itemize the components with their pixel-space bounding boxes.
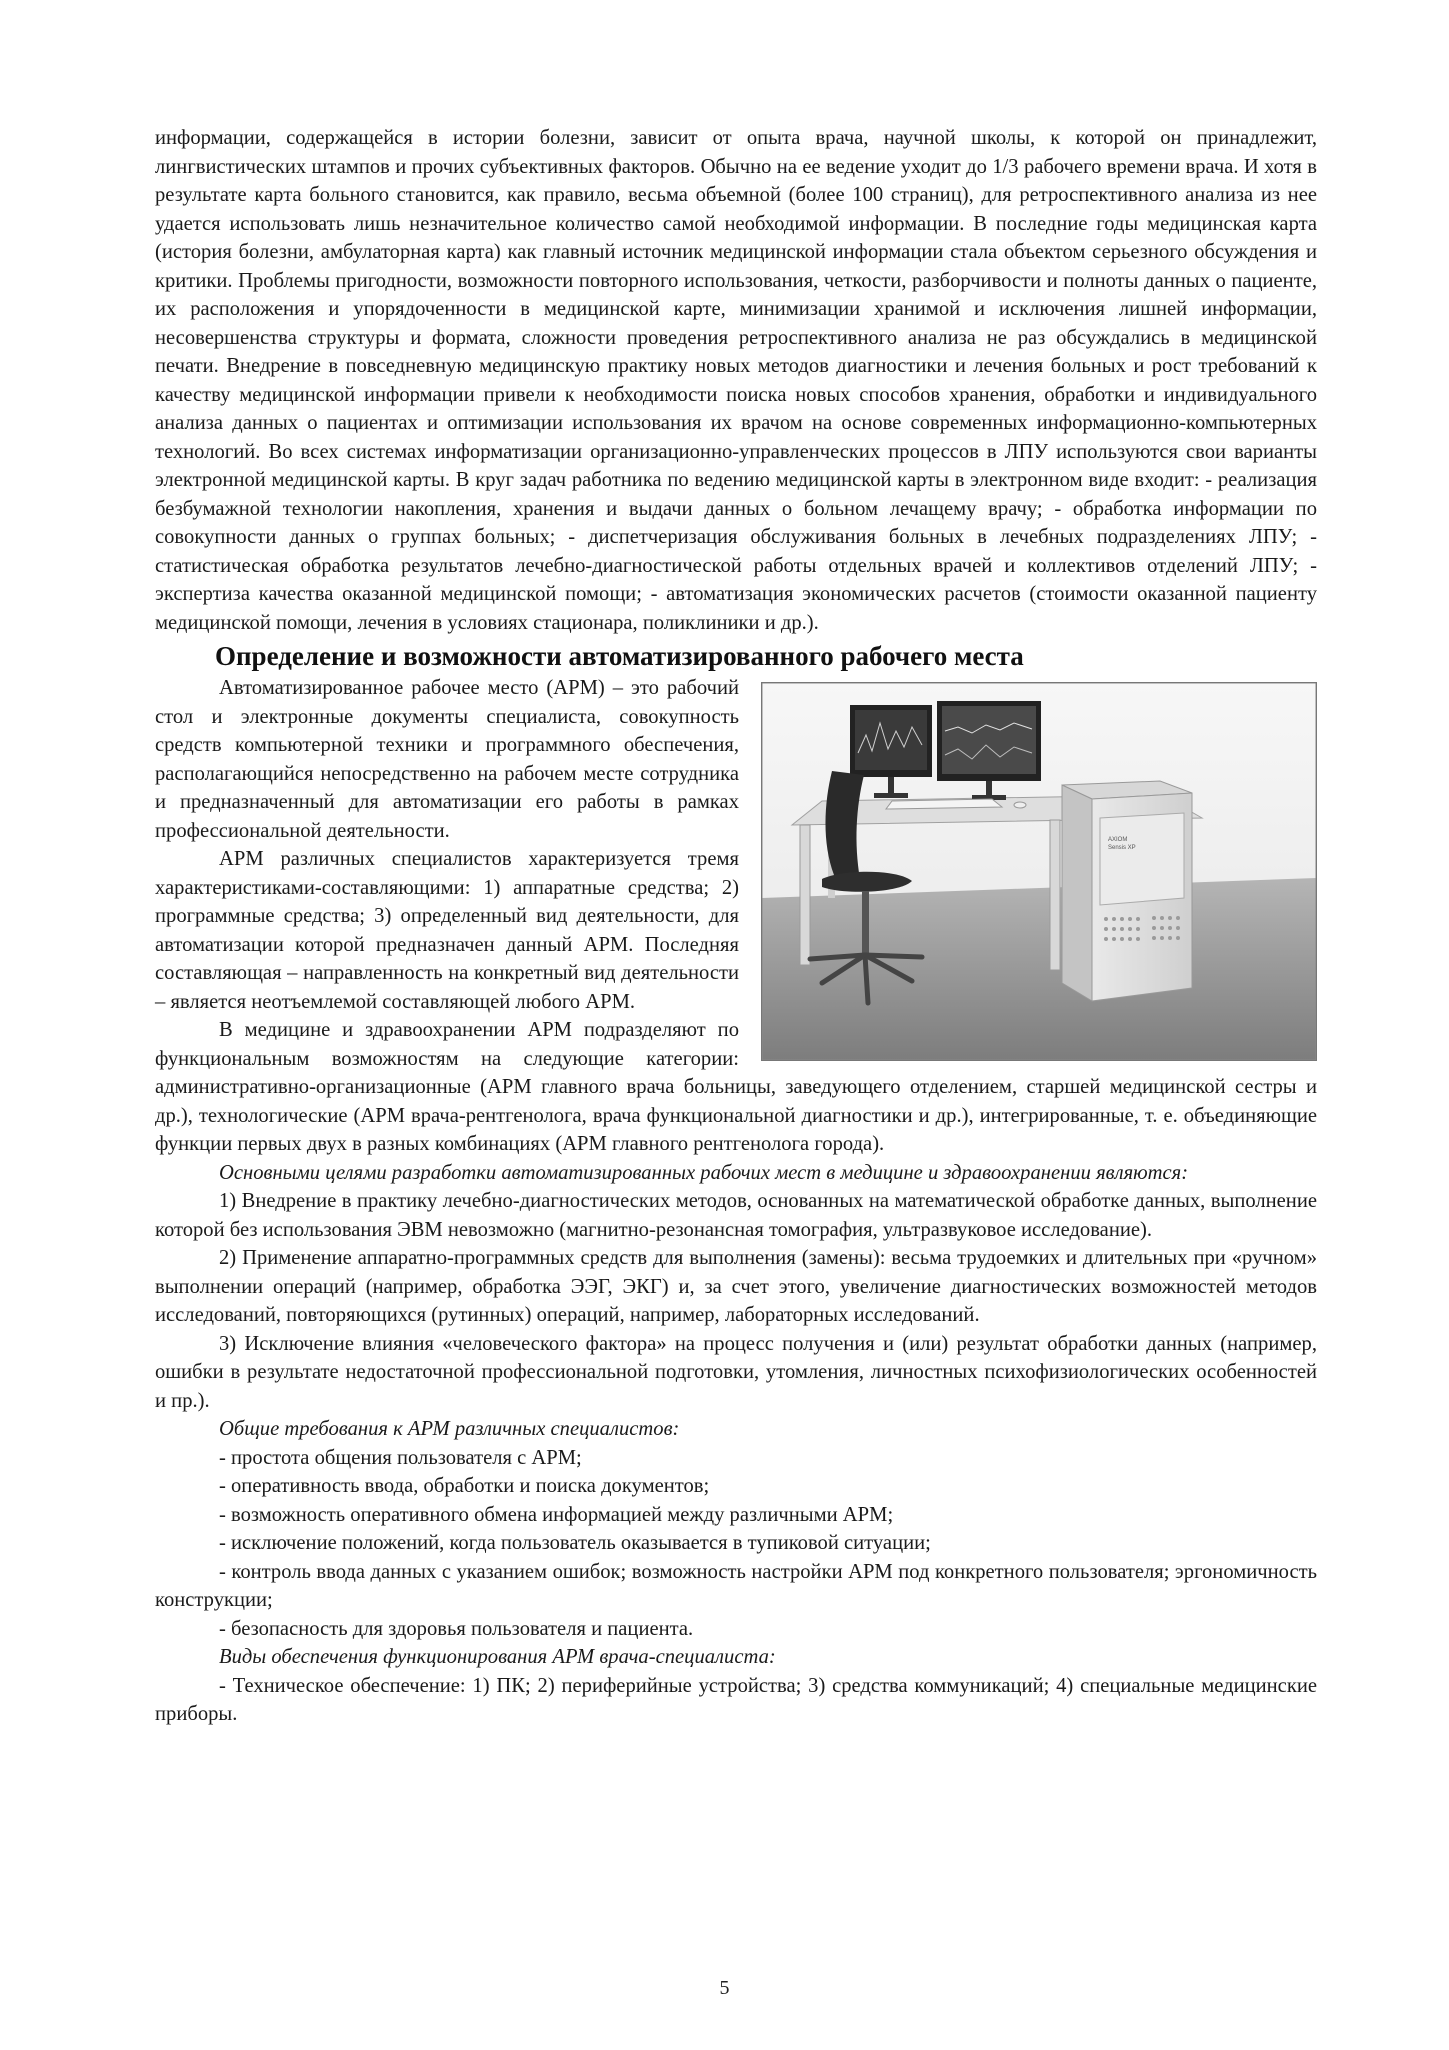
- requirement-item: - контроль ввода данных с указанием ошибок; возможность настройки АРМ под конкретного пользователя; эргономичность конструкции;: [155, 1560, 1317, 1611]
- requirement-item: - безопасность для здоровья пользователя и пациента.: [219, 1617, 694, 1640]
- support-item: - Техническое обеспечение: 1) ПК; 2) периферийные устройства; 3) средства коммуникаций; 4) специальные медицинские приборы.: [155, 1674, 1317, 1725]
- support-heading: Виды обеспечения функционирования АРМ врача-специалиста:: [219, 1646, 776, 1668]
- goal-item: 2) Применение аппаратно-программных средств для выполнения (замены): весьма трудоемких и длительных при «ручном» выполнении операций (например, обработка ЭЭГ, ЭКГ) и, за счет этого, увеличение диагностических возможностей методов исследований, повторяющихся (рутинных) операций, например, лабораторных исследований.: [155, 1247, 1317, 1326]
- para-categories: В медицине и здравоохранении АРМ подразделяют по функциональным возможностям на следующие категории: административно-организационные (АРМ главного врача больницы, заведующего отделением, старшей медицинской сестры и др.), технологические (АРМ врача-рентгенолога, врача функциональной диагностики и др.), интегрированные, т. е. объединяющие функции первых двух в разных комбинациях (АРМ главного рентгенолога города).: [155, 1019, 1317, 1155]
- requirement-item: - возможность оперативного обмена информацией между различными АРМ;: [219, 1503, 894, 1526]
- requirement-item: - исключение положений, когда пользователь оказывается в тупиковой ситуации;: [219, 1532, 931, 1554]
- workstation-photo: [761, 682, 1317, 1061]
- section-body: [155, 674, 1317, 1159]
- goal-item: 3) Исключение влияния «человеческого фактора» на процесс получения и (или) результат обработки данных (например, ошибки в результате недостаточной профессиональной подготовки, утомления, личностных психофизиологических особенностей и пр.).: [155, 1332, 1317, 1412]
- requirement-item: - простота общения пользователя с АРМ;: [219, 1446, 582, 1469]
- document-page: [155, 124, 1317, 1729]
- intro-paragraph: информации, содержащейся в истории болезни, зависит от опыта врача, научной школы, к которой он принадлежит, лингвистических штампов и прочих субъективных факторов. Обычно на ее ведение уходит до 1/3 рабочего времени врача. И хотя в результате карта больного становится, как правило, весьма объемной (более 100 страниц), для ретроспективного анализа из нее удается использовать лишь незначительное количество самой необходимой информации. В последние годы медицинская карта (история болезни, амбулаторная карта) как главный источник медицинской информации стала объектом серьезного обсуждения и критики. Проблемы пригодности, возможности повторного использования, четкости, разборчивости и полноты данных о пациенте, их расположения и упорядоченности в медицинской карте, минимизации хранимой и исключения лишней информации, несовершенства структуры и формата, сложности проведения ретроспективного анализа не раз обсуждались в медицинской печати. Внедрение в повседневную медицинскую практику новых методов диагностики и лечения больных и рост требований к качеству медицинской информации привели к необходимости поиска новых способов хранения, обработки и индивидуального анализа данных о пациентах и оптимизации использования их врачом на основе современных информационно-компьютерных технологий. Во всех системах информатизации организационно-управленческих процессов в ЛПУ используются свои варианты электронной медицинской карты. В круг задач работника по ведению медицинской карты в электронном виде входит: - реализация безбумажной технологии накопления, хранения и выдачи данных о больном лечащему врачу; - обработка информации по совокупности данных о группах больных; - диспетчеризация обслуживания больных в лечебных подразделениях ЛПУ; - статистическая обработка результатов лечебно-диагностической работы отдельных врачей и коллективов отделений ЛПУ; - экспертиза качества оказанной медицинской помощи; - автоматизация экономических расчетов (стоимости оказанной пациенту медицинской помощи, лечения в условиях стационара, поликлиники и др.).: [155, 127, 1317, 634]
- page-number: 5: [719, 1977, 730, 1999]
- goal-item: 1) Внедрение в практику лечебно-диагностических методов, основанных на математической обработке данных, выполнение которой без использования ЭВМ невозможно (магнитно-резонансная томография, ультразвуковое исследование).: [155, 1190, 1317, 1241]
- requirements-heading: Общие требования к АРМ различных специалистов:: [219, 1418, 680, 1440]
- device-label: AXIOM: [1108, 837, 1128, 843]
- para-characteristics: АРМ различных специалистов характеризуется тремя характеристиками-составляющими: 1) аппаратные средства; 2) программные средства; 3) определенный вид деятельности, для автоматизации которой предназначен данный АРМ. Последняя составляющая – направленность на конкретный вид деятельности – является неотъемлемой составляющей любого АРМ.: [155, 848, 739, 1013]
- para-definition: Автоматизированное рабочее место (АРМ) – это рабочий стол и электронные документы специалиста, совокупность средств компьютерной техники и программного обеспечения, располагающийся непосредственно на рабочем месте сотрудника и предназначенный для автоматизации его работы в рамках профессиональной деятельности.: [155, 677, 739, 842]
- goals-heading: Основными целями разработки автоматизированных рабочих мест в медицине и здравоохранении являются:: [219, 1161, 1189, 1184]
- device-sublabel: Sensis XP: [1108, 845, 1136, 851]
- section-heading: Определение и возможности автоматизированного рабочего места: [215, 641, 1024, 671]
- requirement-item: - оперативность ввода, обработки и поиска документов;: [219, 1475, 710, 1497]
- workstation-illustration: [762, 683, 1316, 1060]
